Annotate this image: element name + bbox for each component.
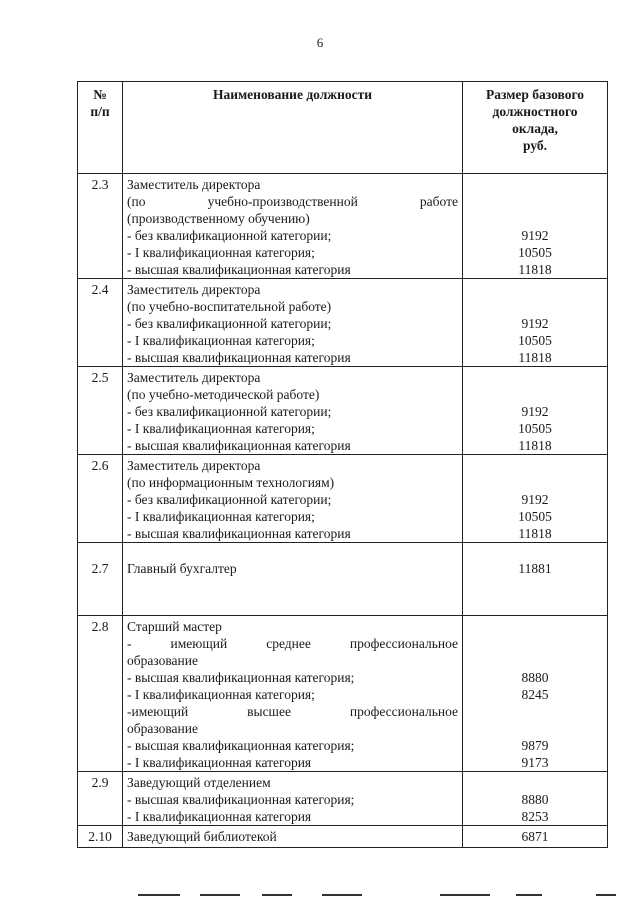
row-number: 2.10 — [78, 826, 123, 848]
salary-value — [467, 281, 603, 298]
position-line: (по учебно-производственной работе — [127, 194, 458, 209]
table-row — [78, 543, 608, 616]
position-line: - без квалификационной категории; — [127, 228, 332, 243]
table-body — [78, 174, 608, 848]
salary-value — [467, 457, 603, 474]
scan-mark — [262, 894, 292, 896]
position-line: - высшая квалификационная категория; — [127, 738, 355, 753]
position-line: (производственному обучению) — [127, 211, 310, 226]
page-number: 6 — [316, 35, 324, 50]
salary-value: 11818 — [518, 438, 552, 453]
position-line: Заместитель директора — [127, 370, 261, 385]
table-row — [78, 455, 608, 543]
salary-value: 9192 — [521, 228, 549, 243]
position-line: - I квалификационная категория; — [127, 245, 315, 260]
salary-value: 8880 — [521, 792, 549, 807]
table-header-row — [78, 82, 608, 174]
salary-value — [467, 703, 603, 720]
position-line: - высшая квалификационная категория — [127, 526, 351, 541]
position-line: Старший мастер — [127, 619, 222, 634]
position-line: - высшая квалификационная категория; — [127, 670, 355, 685]
table-row — [78, 174, 608, 279]
salary-values — [463, 174, 608, 279]
table-row — [78, 279, 608, 367]
row-number: 2.7 — [78, 543, 123, 616]
salary-value — [467, 720, 603, 737]
scan-mark — [138, 894, 180, 896]
salary-value — [467, 176, 603, 193]
position-name — [123, 543, 463, 616]
position-line: Заместитель директора — [127, 177, 261, 192]
salary-value: 11818 — [518, 350, 552, 365]
position-line: (по учебно-воспитательной работе) — [127, 299, 332, 314]
salary-value — [467, 774, 603, 791]
position-line: - без квалификационной категории; — [127, 492, 332, 507]
header-size-line: должностного — [492, 104, 578, 119]
header-size — [463, 82, 608, 174]
position-line: Заместитель директора — [127, 282, 261, 297]
salary-value — [467, 618, 603, 635]
header-num-line: № — [93, 87, 107, 102]
scan-mark — [200, 894, 240, 896]
position-name — [123, 367, 463, 455]
position-line: -имеющий высшее профессиональное — [127, 704, 458, 719]
position-line: - без квалификационной категории; — [127, 316, 332, 331]
salary-value: 11818 — [518, 526, 552, 541]
scan-mark — [440, 894, 490, 896]
salary-value: 9173 — [521, 755, 549, 770]
position-name — [123, 455, 463, 543]
position-line: образование — [127, 653, 198, 668]
salary-value: 8253 — [521, 809, 549, 824]
salary-value: 9192 — [521, 492, 549, 507]
scan-mark — [516, 894, 542, 896]
salary-values — [463, 279, 608, 367]
salary-value — [467, 386, 603, 403]
position-line: - высшая квалификационная категория; — [127, 792, 355, 807]
position-line: (по учебно-методической работе) — [127, 387, 320, 402]
salary-value: 11818 — [518, 262, 552, 277]
position-line: - I квалификационная категория; — [127, 333, 315, 348]
salary-value: 10505 — [518, 333, 552, 348]
position-line: образование — [127, 721, 198, 736]
position-line: - I квалификационная категория — [127, 809, 312, 824]
salary-values — [463, 455, 608, 543]
salary-value: 9192 — [521, 404, 549, 419]
salary-value: 9192 — [521, 316, 549, 331]
position-name — [123, 772, 463, 826]
salary-value: 10505 — [518, 509, 552, 524]
salary-values — [463, 616, 608, 772]
salary-value — [467, 652, 603, 669]
table-row — [78, 772, 608, 826]
table-row — [78, 826, 608, 848]
header-size-line: руб. — [522, 138, 548, 153]
header-size-line: оклада, — [512, 121, 558, 136]
row-number: 2.5 — [78, 367, 123, 455]
header-name: Наименование должности — [123, 82, 463, 174]
salary-value — [467, 474, 603, 491]
position-line: - высшая квалификационная категория — [127, 350, 351, 365]
salary-value: 10505 — [518, 245, 552, 260]
salary-value: 8245 — [521, 687, 549, 702]
position-line: Заместитель директора — [127, 458, 261, 473]
position-line: - без квалификационной категории; — [127, 404, 332, 419]
scan-mark — [596, 894, 616, 896]
table-row — [78, 367, 608, 455]
salary-value: 9879 — [521, 738, 549, 753]
salary-value — [467, 298, 603, 315]
salary-value: 10505 — [518, 421, 552, 436]
row-number: 2.6 — [78, 455, 123, 543]
position-line: Заведующий отделением — [127, 775, 271, 790]
position-line: - I квалификационная категория; — [127, 509, 315, 524]
salary-value — [467, 369, 603, 386]
salary-value — [467, 635, 603, 652]
salary-table — [77, 81, 608, 848]
salary-value: 8880 — [521, 670, 549, 685]
position-line: Главный бухгалтер — [127, 561, 237, 576]
position-name — [123, 279, 463, 367]
header-num-line: п/п — [90, 104, 110, 119]
position-name — [123, 826, 463, 848]
position-line: (по информационным технологиям) — [127, 475, 335, 490]
salary-value — [467, 193, 603, 210]
salary-values — [463, 772, 608, 826]
bottom-scan-marks — [0, 892, 640, 898]
salary-values — [463, 367, 608, 455]
header-size-line: Размер базового — [485, 87, 585, 102]
salary-values — [463, 826, 608, 848]
header-num — [78, 82, 123, 174]
salary-value: 11881 — [518, 561, 552, 576]
position-line: - высшая квалификационная категория — [127, 262, 351, 277]
table-row — [78, 616, 608, 772]
salary-value — [467, 210, 603, 227]
row-number: 2.4 — [78, 279, 123, 367]
row-number: 2.8 — [78, 616, 123, 772]
position-name — [123, 616, 463, 772]
position-line: - высшая квалификационная категория — [127, 438, 351, 453]
position-line: - I квалификационная категория; — [127, 687, 315, 702]
row-number: 2.9 — [78, 772, 123, 826]
row-number: 2.3 — [78, 174, 123, 279]
position-line: - имеющий среднее профессиональное — [127, 636, 458, 651]
position-name — [123, 174, 463, 279]
position-line: - I квалификационная категория — [127, 755, 312, 770]
position-line: Заведующий библиотекой — [127, 829, 277, 844]
salary-value: 6871 — [521, 829, 549, 844]
salary-values — [463, 543, 608, 616]
scan-mark — [322, 894, 362, 896]
position-line: - I квалификационная категория; — [127, 421, 315, 436]
